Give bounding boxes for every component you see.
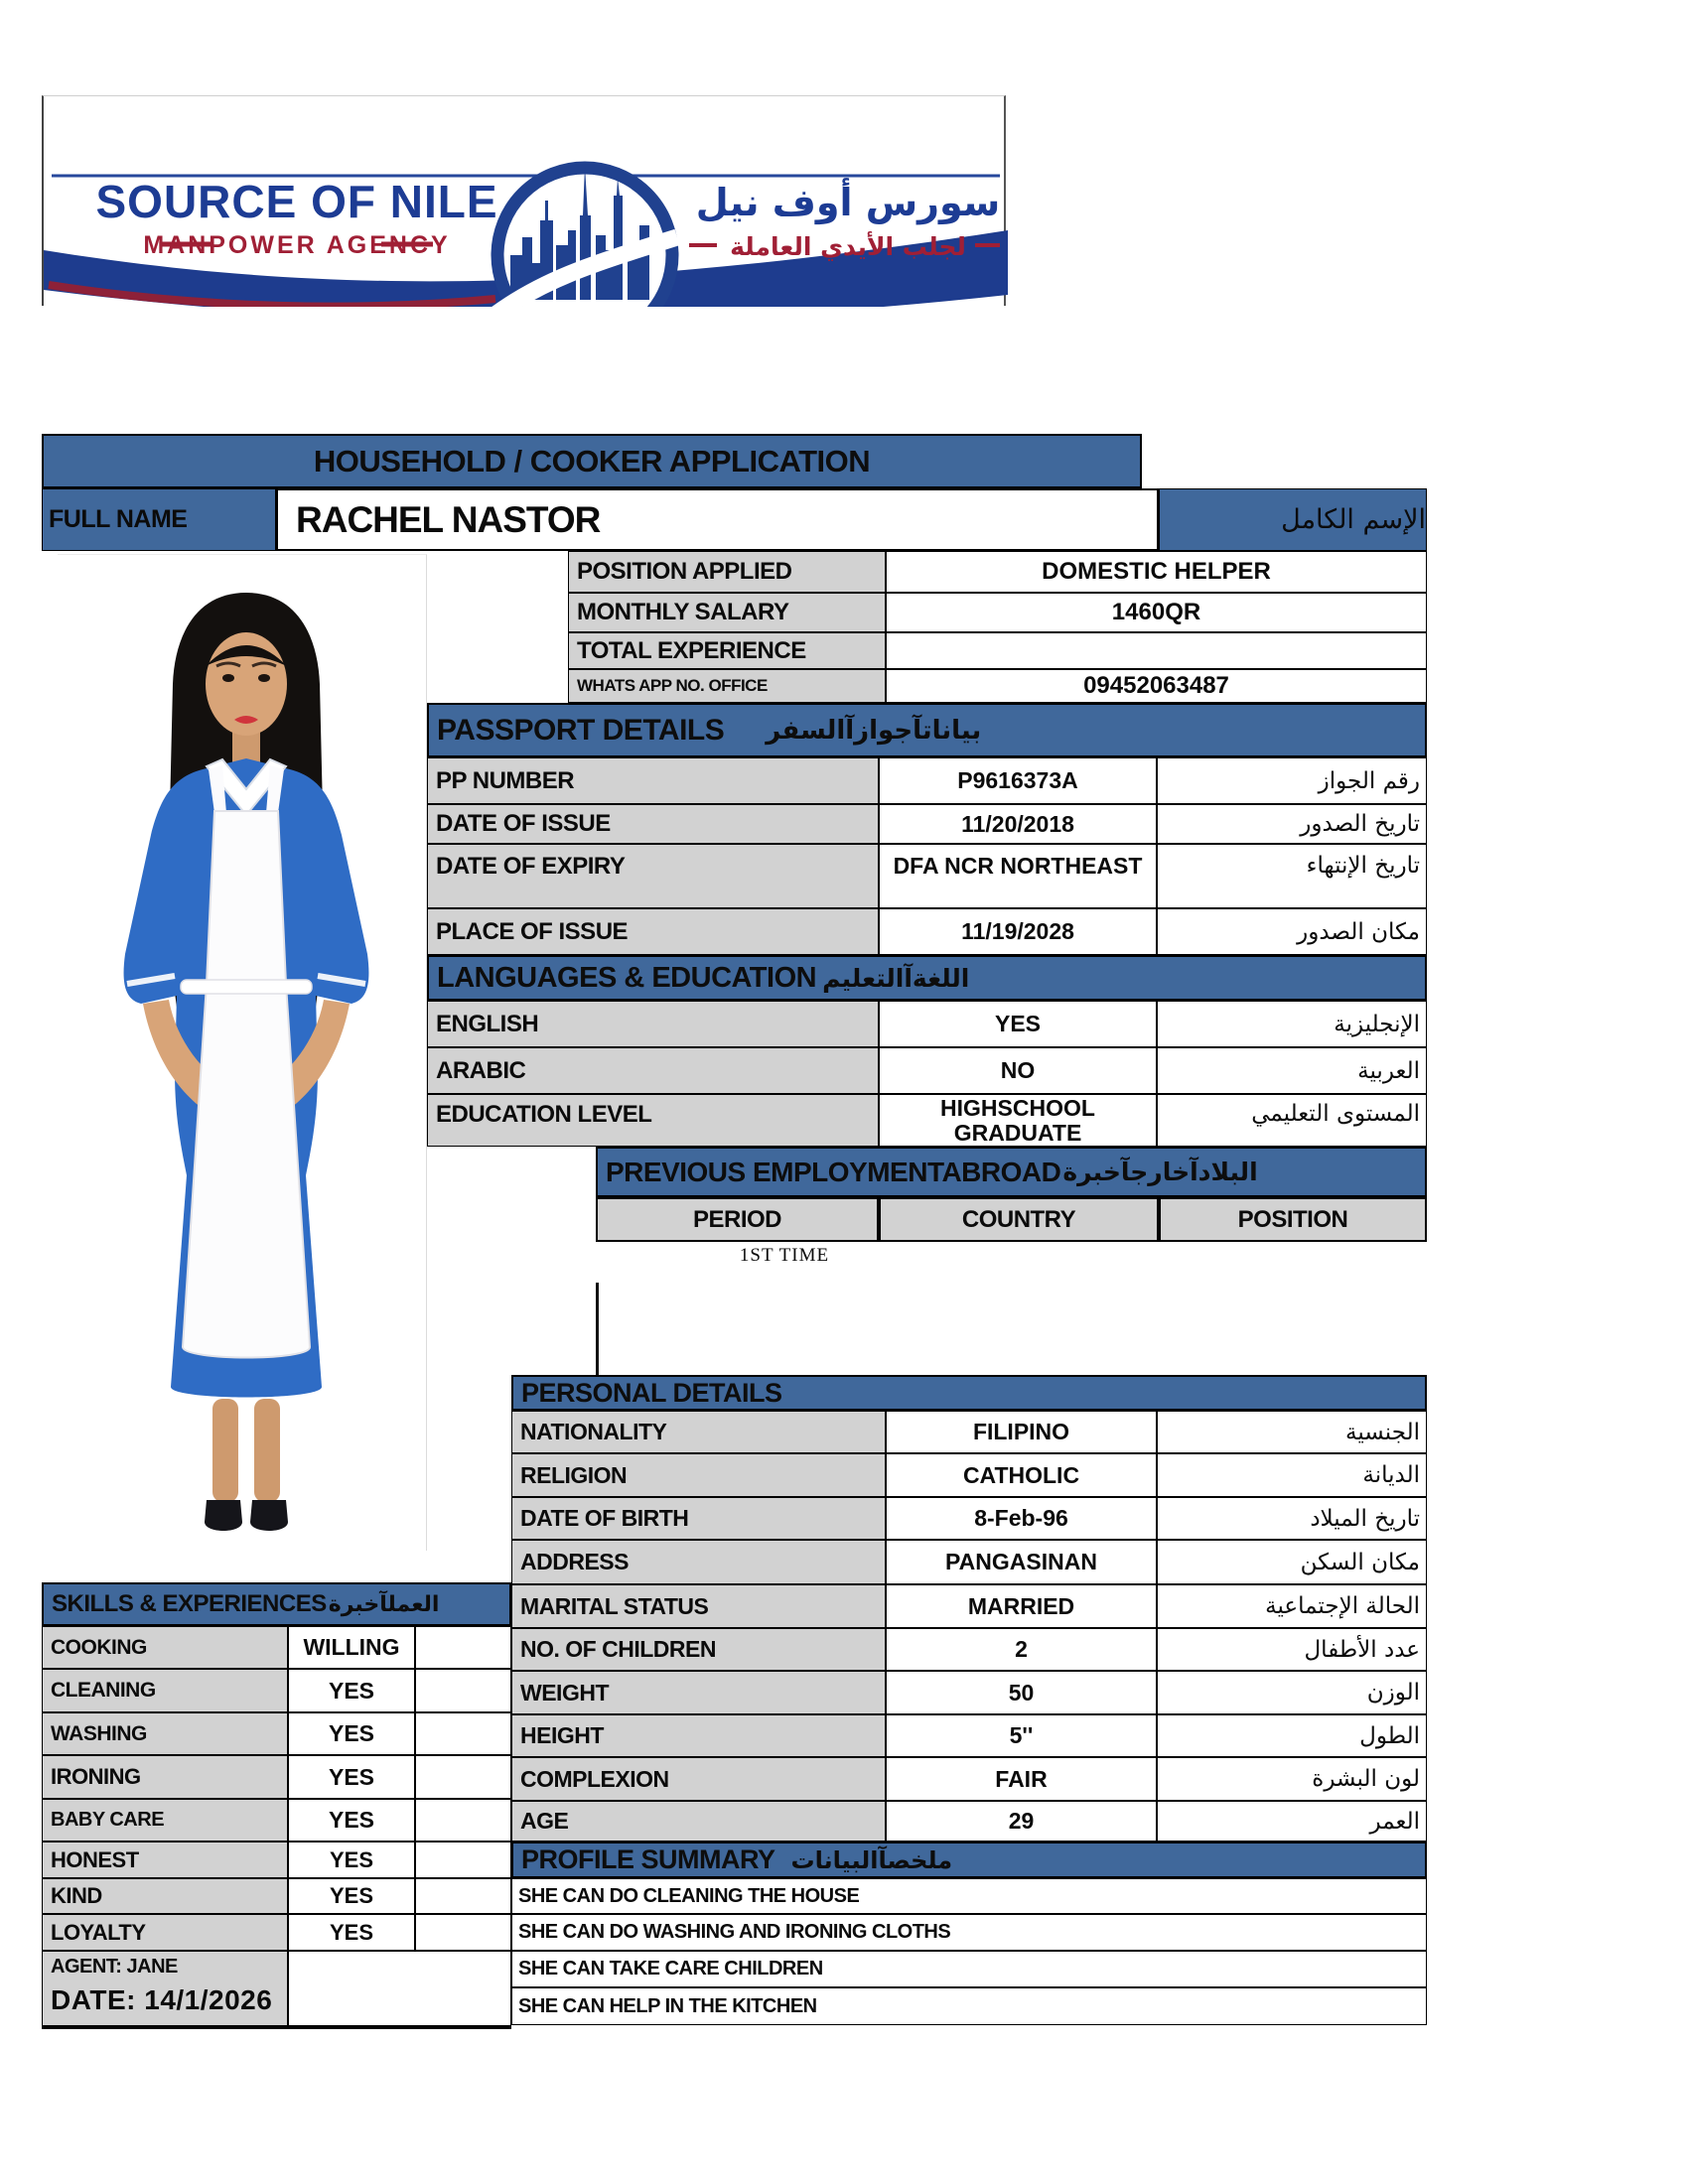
- date-of-issue-arabic: تاريخ الصدور: [1157, 804, 1427, 844]
- table-row: [568, 632, 1427, 669]
- height-label: HEIGHT: [511, 1714, 886, 1757]
- languages-section-bar: [427, 955, 1427, 1001]
- complexion-value: FAIR: [886, 1757, 1157, 1801]
- agency-tagline: MANPOWER AGENCY: [143, 231, 451, 259]
- complexion-arabic: لون البشرة: [1157, 1757, 1427, 1801]
- date-of-expiry-value: DFA NCR NORTHEAST: [879, 844, 1157, 908]
- arabic-label: ARABIC: [427, 1047, 879, 1094]
- date-of-expiry-arabic: تاريخ الإنتهاء: [1157, 844, 1427, 908]
- agency-logo: [44, 96, 1008, 307]
- weight-value: 50: [886, 1671, 1157, 1714]
- table-row: [42, 1878, 511, 1914]
- skills-section-title: SKILLS & EXPERIENCES: [52, 1590, 327, 1617]
- washing-value: YES: [288, 1712, 415, 1755]
- full-name-label-arabic: الإسم الكامل: [1159, 488, 1427, 551]
- whatsapp-office-value: 09452063487: [886, 669, 1427, 703]
- empty-cell: [415, 1878, 511, 1914]
- table-row: [42, 1669, 511, 1712]
- address-arabic: مكان السكن: [1157, 1540, 1427, 1584]
- religion-value: CATHOLIC: [886, 1453, 1157, 1497]
- table-row: [511, 1671, 1427, 1714]
- religion-label: RELIGION: [511, 1453, 886, 1497]
- table-row: [511, 1714, 1427, 1757]
- total-experience-label: TOTAL EXPERIENCE: [568, 632, 886, 669]
- table-row: [42, 1914, 511, 1951]
- cleaning-value: YES: [288, 1669, 415, 1712]
- summary-line: SHE CAN HELP IN THE KITCHEN: [511, 1987, 1427, 2025]
- date-of-issue-label: DATE OF ISSUE: [427, 804, 879, 844]
- education-level-arabic: المستوى التعليمي: [1157, 1094, 1427, 1147]
- full-name-value: RACHEL NASTOR: [276, 488, 1159, 551]
- date-of-issue-value: 11/20/2018: [879, 804, 1157, 844]
- previous-employment-title-arabic: البلادآخارجآخبرة: [1062, 1158, 1258, 1186]
- table-row: [511, 1540, 1427, 1584]
- english-label: ENGLISH: [427, 1001, 879, 1047]
- application-table: [568, 551, 1427, 703]
- empty-cell: [415, 1626, 511, 1669]
- complexion-label: COMPLEXION: [511, 1757, 886, 1801]
- ironing-label: IRONING: [42, 1755, 288, 1799]
- table-row: [427, 1047, 1427, 1094]
- figure-apron-waistband: [181, 980, 312, 994]
- weight-label: WEIGHT: [511, 1671, 886, 1714]
- table-row: [427, 844, 1427, 908]
- table-row: [568, 669, 1427, 703]
- monthly-salary-value: 1460QR: [886, 593, 1427, 632]
- passport-section-title-arabic: بياناتآجوازآالسفر: [766, 715, 982, 746]
- empty-cell: [415, 1914, 511, 1951]
- summary-line: SHE CAN DO CLEANING THE HOUSE: [511, 1878, 1427, 1914]
- education-level-label: EDUCATION LEVEL: [427, 1094, 879, 1147]
- arabic-value: NO: [879, 1047, 1157, 1094]
- agency-banner: [42, 95, 1006, 306]
- pp-number-arabic: رقم الجواز: [1157, 757, 1427, 804]
- personal-section-bar: [511, 1375, 1427, 1411]
- honest-label: HONEST: [42, 1842, 288, 1878]
- empty-cell: [415, 1755, 511, 1799]
- table-row: [427, 1094, 1427, 1147]
- table-row: [42, 1626, 511, 1669]
- cooking-label: COOKING: [42, 1626, 288, 1669]
- cooking-value: WILLING: [288, 1626, 415, 1669]
- previous-employment-title: PREVIOUS EMPLOYMENTABROAD: [606, 1156, 1061, 1187]
- children-value: 2: [886, 1628, 1157, 1671]
- position-column-header: POSITION: [1159, 1197, 1427, 1242]
- table-row: [511, 1411, 1427, 1453]
- table-row: [42, 1755, 511, 1799]
- summary-line: SHE CAN TAKE CARE CHILDREN: [511, 1951, 1427, 1987]
- agency-tagline-arabic: لجلب الأيدي العاملة: [730, 232, 966, 261]
- figure-eye-left: [222, 674, 234, 682]
- loyalty-value: YES: [288, 1914, 415, 1951]
- loyalty-label: LOYALTY: [42, 1914, 288, 1951]
- applicant-photo-figure: [58, 555, 427, 1552]
- profile-summary-title-arabic: ملخصآالبيانات: [790, 1845, 953, 1874]
- figure-apron-bib: [207, 811, 286, 984]
- empty-cell: [415, 1712, 511, 1755]
- weight-arabic: الوزن: [1157, 1671, 1427, 1714]
- nationality-label: NATIONALITY: [511, 1411, 886, 1453]
- place-of-issue-value: 11/19/2028: [879, 908, 1157, 955]
- table-row: [427, 804, 1427, 844]
- passport-section-title: PASSPORT DETAILS: [437, 713, 725, 747]
- date-of-birth-label: DATE OF BIRTH: [511, 1497, 886, 1540]
- marital-status-arabic: الحالة الإجتماعية: [1157, 1584, 1427, 1628]
- table-row: [42, 1799, 511, 1842]
- height-value: 5'': [886, 1714, 1157, 1757]
- profile-summary-bar: [511, 1842, 1427, 1878]
- personal-table: [511, 1411, 1427, 1842]
- document-title: HOUSEHOLD / COOKER APPLICATION: [313, 443, 871, 478]
- table-row: [568, 551, 1427, 593]
- honest-value: YES: [288, 1842, 415, 1878]
- agency-name-arabic: سورس أوف نيل: [695, 181, 1001, 224]
- empty-cell: [288, 1951, 511, 2026]
- document-title-bar: [42, 434, 1142, 488]
- languages-table: [427, 1001, 1427, 1147]
- skills-table: [42, 1626, 511, 2029]
- previous-employment-header-row: [596, 1197, 1427, 1242]
- skills-section-title-arabic: العملآخبرة: [328, 1591, 440, 1617]
- marital-status-value: MARRIED: [886, 1584, 1157, 1628]
- table-row: [511, 1628, 1427, 1671]
- empty-cell: [415, 1842, 511, 1878]
- age-arabic: العمر: [1157, 1801, 1427, 1842]
- languages-section-title: LANGUAGES & EDUCATION: [437, 961, 817, 994]
- table-row: [511, 1584, 1427, 1628]
- place-of-issue-label: PLACE OF ISSUE: [427, 908, 879, 955]
- arabic-arabic: العربية: [1157, 1047, 1427, 1094]
- ironing-value: YES: [288, 1755, 415, 1799]
- children-label: NO. OF CHILDREN: [511, 1628, 886, 1671]
- pp-number-label: PP NUMBER: [427, 757, 879, 804]
- marital-status-label: MARITAL STATUS: [511, 1584, 886, 1628]
- table-row: [427, 757, 1427, 804]
- place-of-issue-arabic: مكان الصدور: [1157, 908, 1427, 955]
- whatsapp-office-label: WHATS APP NO. OFFICE: [568, 669, 886, 703]
- personal-section-title: PERSONAL DETAILS: [521, 1377, 782, 1408]
- skills-section-bar: [42, 1582, 511, 1626]
- kind-label: KIND: [42, 1878, 288, 1914]
- figure-eye-right: [258, 674, 270, 682]
- date-of-birth-arabic: تاريخ الميلاد: [1157, 1497, 1427, 1540]
- period-column-header: PERIOD: [596, 1197, 879, 1242]
- religion-arabic: الديانة: [1157, 1453, 1427, 1497]
- agent-date-cell: [42, 1951, 288, 2026]
- date-of-expiry-label: DATE OF EXPIRY: [427, 844, 879, 908]
- previous-employment-bar: [596, 1147, 1427, 1197]
- agent-name: AGENT: JANE: [51, 1956, 178, 1978]
- position-applied-value: DOMESTIC HELPER: [886, 551, 1427, 593]
- table-row: [511, 1497, 1427, 1540]
- table-row: [42, 1712, 511, 1755]
- english-arabic: الإنجليزية: [1157, 1001, 1427, 1047]
- empty-cell: [415, 1669, 511, 1712]
- table-row: [427, 1001, 1427, 1047]
- height-arabic: الطول: [1157, 1714, 1427, 1757]
- full-name-row: [42, 488, 1427, 551]
- passport-table: [427, 757, 1427, 955]
- nationality-arabic: الجنسية: [1157, 1411, 1427, 1453]
- agent-date-row: [42, 1951, 511, 2029]
- first-time-note: 1ST TIME: [739, 1245, 830, 1266]
- table-row: [42, 1842, 511, 1878]
- monthly-salary-label: MONTHLY SALARY: [568, 593, 886, 632]
- table-row: [511, 1801, 1427, 1842]
- age-label: AGE: [511, 1801, 886, 1842]
- figure-shoe-right: [250, 1500, 288, 1531]
- baby-care-label: BABY CARE: [42, 1799, 288, 1842]
- languages-section-title-arabic: اللغةآالتعليم: [822, 963, 970, 993]
- english-value: YES: [879, 1001, 1157, 1047]
- baby-care-value: YES: [288, 1799, 415, 1842]
- figure-shoe-left: [205, 1500, 242, 1531]
- position-applied-label: POSITION APPLIED: [568, 551, 886, 593]
- profile-summary-list: [511, 1878, 1427, 2025]
- profile-summary-title: PROFILE SUMMARY: [521, 1844, 775, 1874]
- education-level-value: HIGHSCHOOL GRADUATE: [879, 1094, 1157, 1147]
- country-column-header: COUNTRY: [879, 1197, 1159, 1242]
- agency-name: SOURCE OF NILE: [95, 176, 498, 227]
- pp-number-value: P9616373A: [879, 757, 1157, 804]
- table-edge-line: [596, 1283, 599, 1375]
- table-row: [427, 908, 1427, 955]
- figure-leg-right: [254, 1399, 280, 1502]
- table-row: [511, 1757, 1427, 1801]
- passport-section-bar: [427, 703, 1427, 757]
- summary-line: SHE CAN DO WASHING AND IRONING CLOTHS: [511, 1914, 1427, 1951]
- washing-label: WASHING: [42, 1712, 288, 1755]
- address-value: PANGASINAN: [886, 1540, 1157, 1584]
- figure-leg-left: [212, 1399, 238, 1502]
- total-experience-value: [886, 632, 1427, 669]
- kind-value: YES: [288, 1878, 415, 1914]
- date-of-birth-value: 8-Feb-96: [886, 1497, 1157, 1540]
- table-row: [568, 593, 1427, 632]
- table-row: [511, 1453, 1427, 1497]
- age-value: 29: [886, 1801, 1157, 1842]
- address-label: ADDRESS: [511, 1540, 886, 1584]
- empty-cell: [415, 1799, 511, 1842]
- nationality-value: FILIPINO: [886, 1411, 1157, 1453]
- application-date: DATE: 14/1/2026: [51, 1984, 273, 2015]
- full-name-label: FULL NAME: [42, 488, 276, 551]
- applicant-photo: [58, 554, 427, 1551]
- cleaning-label: CLEANING: [42, 1669, 288, 1712]
- children-arabic: عدد الأطفال: [1157, 1628, 1427, 1671]
